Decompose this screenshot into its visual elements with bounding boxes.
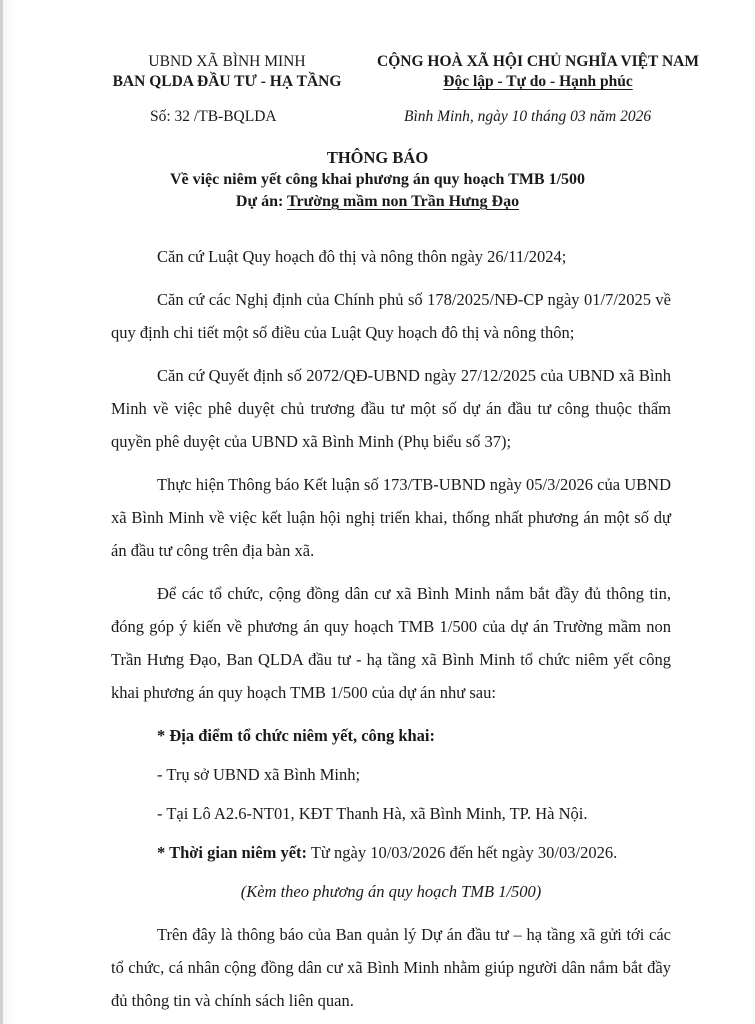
document-date: Bình Minh, ngày 10 tháng 03 năm 2026 xyxy=(404,108,652,125)
document-number: Số: 32 /TB-BQLDA xyxy=(150,108,277,125)
posting-time-label: * Thời gian niêm yết: xyxy=(157,843,308,862)
title-subject: Về việc niêm yết công khai phương án quy hoạch TMB 1/500 xyxy=(169,171,586,188)
document-title xyxy=(0,147,755,213)
location-heading: * Địa điểm tổ chức niêm yết, công khai: xyxy=(157,726,436,745)
posting-time-value: Từ ngày 10/03/2026 đến hết ngày 30/03/2026. xyxy=(307,843,618,862)
location-item: - Tại Lô A2.6-NT01, KĐT Thanh Hà, xã Bình Minh, TP. Hà Nội. xyxy=(157,804,588,823)
paragraph-implementation: Thực hiện Thông báo Kết luận số 173/TB-UBND ngày 05/3/2026 của UBND xã Bình Minh về việc kết luận hội nghị triển khai, thống nhất phương án một số dự án đầu tư công trên địa bàn xã. xyxy=(111,475,671,560)
country-name: CỘNG HOÀ XÃ HỘI CHỦ NGHĨA VIỆT NAM xyxy=(377,53,699,70)
project-name: Trường mầm non Trần Hưng Đạo xyxy=(287,193,520,210)
paragraph-basis-decree: Căn cứ các Nghị định của Chính phủ số 178/2025/NĐ-CP ngày 01/7/2025 về quy định chi tiết một số điều của Luật Quy hoạch đô thị và nông thôn; xyxy=(111,290,671,342)
agency-parent: UBND XÃ BÌNH MINH xyxy=(148,53,306,70)
project-prefix: Dự án: xyxy=(235,193,287,210)
title-heading: THÔNG BÁO xyxy=(326,148,429,167)
attachment-note: (Kèm theo phương án quy hoạch TMB 1/500) xyxy=(240,882,542,901)
document-body xyxy=(111,240,671,1024)
national-motto xyxy=(368,52,708,92)
agency-name: BAN QLDA ĐẦU TƯ - HẠ TẦNG xyxy=(112,73,342,90)
motto: Độc lập - Tự do - Hạnh phúc xyxy=(443,73,633,90)
issuing-agency xyxy=(96,52,358,92)
title-project xyxy=(0,191,755,213)
paragraph-closing: Trên đây là thông báo của Ban quản lý Dự án đầu tư – hạ tầng xã gửi tới các tổ chức, cá nhân cộng đồng dân cư xã Bình Minh nhằm giúp người dân nắm bắt đầy đủ thông tin và chính sách liên quan. xyxy=(111,925,671,1010)
paragraph-basis-decision: Căn cứ Quyết định số 2072/QĐ-UBND ngày 27/12/2025 của UBND xã Bình Minh về việc phê duyệt chủ trương đầu tư một số dự án đầu tư công thuộc thẩm quyền phê duyệt của UBND xã Bình Minh (Phụ biểu số 37); xyxy=(111,366,671,451)
posting-time xyxy=(111,836,671,869)
location-item: - Trụ sở UBND xã Bình Minh; xyxy=(157,765,361,784)
paragraph-purpose: Để các tổ chức, cộng đồng dân cư xã Bình Minh nắm bắt đầy đủ thông tin, đóng góp ý kiến về phương án quy hoạch TMB 1/500 của dự án Trường mầm non Trần Hưng Đạo, Ban QLDA đầu tư - hạ tầng xã Bình Minh tổ chức niêm yết công khai phương án quy hoạch TMB 1/500 của dự án như sau: xyxy=(111,584,671,702)
paragraph-basis-law: Căn cứ Luật Quy hoạch đô thị và nông thôn ngày 26/11/2024; xyxy=(157,247,567,266)
